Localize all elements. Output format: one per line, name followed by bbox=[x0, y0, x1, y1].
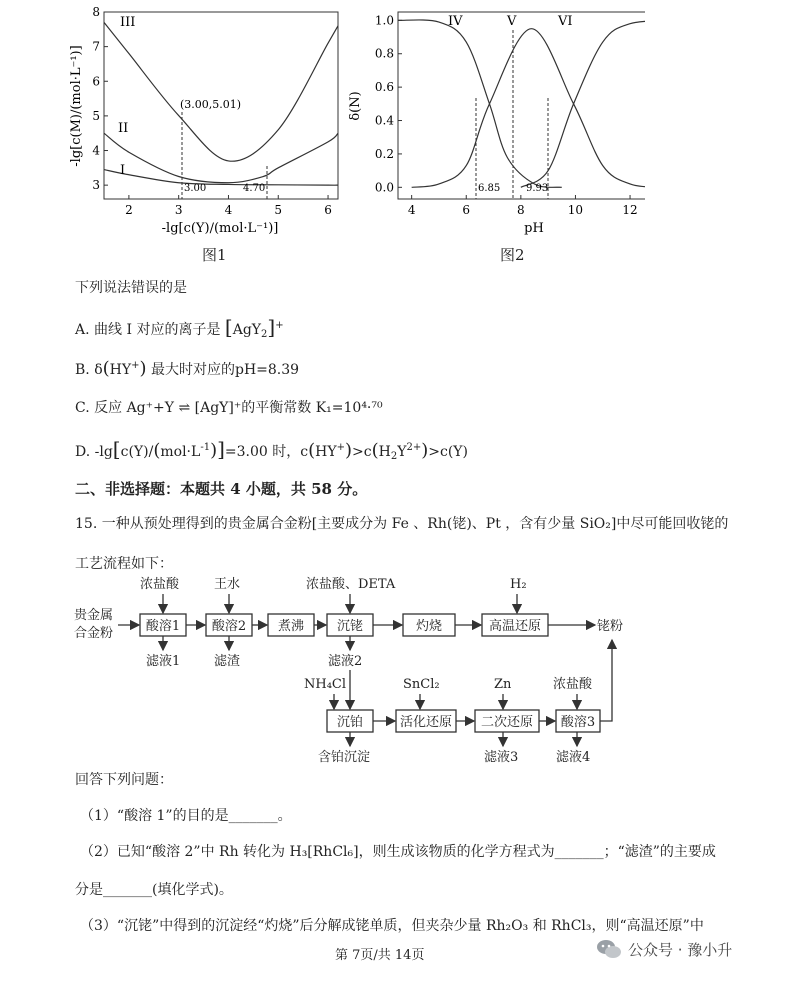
fig2-xtick-label: 6 bbox=[462, 203, 471, 217]
fig1-xtick-label: 6 bbox=[324, 203, 332, 217]
fig1-label-II: II bbox=[118, 121, 129, 136]
fig2-ticks bbox=[375, 13, 638, 217]
fig2-label-VI: VI bbox=[558, 14, 573, 29]
fig1-xlabel: -lg[c(Y)/(mol·L⁻¹)] bbox=[161, 221, 279, 236]
box-pt-precip-label: 沉铂 bbox=[336, 715, 364, 730]
box-sr-label: 二次还原 bbox=[480, 715, 534, 730]
fig1-ytick-label: 8 bbox=[92, 5, 100, 19]
section-heading: 二、非选择题：本题共 4 小题，共 58 分。 bbox=[75, 480, 368, 498]
fig2-ytick-label: 0.8 bbox=[374, 46, 394, 61]
fig2-xtick-label: 12 bbox=[622, 203, 638, 217]
wechat-icon bbox=[596, 938, 622, 960]
figure-2-chart bbox=[345, 0, 645, 245]
box-htr-label: 高温还原 bbox=[488, 619, 542, 634]
box-ar-label: 活化还原 bbox=[399, 715, 453, 730]
fig2-curves bbox=[398, 20, 645, 187]
fig1-xtick-label: 5 bbox=[274, 203, 283, 217]
flow-input-1: 贵金属 bbox=[74, 608, 114, 623]
fig1-ytick-label: 4 bbox=[92, 143, 100, 158]
fig2-plot-frame bbox=[398, 12, 645, 199]
box-acid-1-label: 酸溶1 bbox=[145, 619, 181, 634]
option-c: C. 反应 Ag⁺+Y ⇌ [AgY]⁺的平衡常数 K₁=10⁴·⁷⁰ bbox=[75, 400, 383, 416]
fig2-ytick-label: 1.0 bbox=[374, 13, 394, 28]
option-d-suffix: >c(Y) bbox=[428, 444, 468, 460]
flow-product: 铑粉 bbox=[597, 619, 624, 634]
box-acid-2-label: 酸溶2 bbox=[211, 619, 247, 634]
reagent-h2: H₂ bbox=[510, 577, 527, 592]
fig1-ytick-label: 5 bbox=[92, 108, 100, 123]
figure-1-chart bbox=[0, 0, 400, 245]
q15-line1: 15. 一种从预处理得到的贵金属合金粉[主要成分为 Fe 、Rh(铑)、Pt ，含有少量 SiO₂]中尽可能回收铑的 bbox=[75, 516, 729, 532]
output-filtrate-1: 滤液1 bbox=[146, 654, 181, 669]
fig2-xlabel: pH bbox=[524, 221, 544, 236]
question-stem: 下列说法错误的是 bbox=[75, 280, 187, 296]
answer-q2a: （2）已知“酸溶 2”中 Rh 转化为 H₃[RhCl₆]，则生成该物质的化学方程式为_______；“滤渣”的主要成 bbox=[80, 844, 716, 860]
fig2-curve-VI bbox=[521, 20, 645, 187]
watermark-text: 公众号 · 豫小升 bbox=[628, 940, 733, 959]
reagent-aqua-regia: 王水 bbox=[214, 577, 241, 592]
reagent-nh4cl: NH₄Cl bbox=[304, 677, 347, 692]
answer-q1: （1）“酸溶 1”的目的是_______。 bbox=[80, 808, 292, 824]
fig1-ytick-label: 7 bbox=[92, 39, 100, 54]
fig1-xtick-label: 4 bbox=[224, 203, 233, 217]
output-filtrate-3: 滤液3 bbox=[484, 750, 519, 765]
fig1-xtick-label: 2 bbox=[125, 203, 133, 217]
fig2-ylabel: δ(N) bbox=[348, 91, 363, 121]
fig1-caption: 图1 bbox=[202, 246, 227, 264]
fig1-mark-b: 4.70 bbox=[243, 183, 266, 194]
page-number: 第 7页/共 14页 bbox=[335, 948, 425, 963]
fig1-point-label: (3.00,5.01) bbox=[180, 98, 242, 111]
fig2-caption: 图2 bbox=[500, 246, 525, 264]
option-d-prefix: D. -lg bbox=[75, 444, 113, 460]
fig1-xtick-label: 3 bbox=[174, 203, 183, 217]
fig2-ytick-label: 0.6 bbox=[374, 80, 394, 95]
answer-q3: （3）“沉铑”中得到的沉淀经“灼烧”后分解成铑单质，但夹杂少量 Rh₂O₃ 和 RhCl₃，则“高温还原”中 bbox=[80, 918, 704, 934]
answer-q2b: 分是_______(填化学式)。 bbox=[75, 882, 233, 898]
reagent-zn: Zn bbox=[494, 677, 512, 692]
fig2-label-IV: IV bbox=[448, 14, 463, 29]
box-rh-precip-label: 沉铑 bbox=[336, 619, 364, 634]
process-flowchart bbox=[0, 570, 800, 770]
reagent-hcl-deta: 浓盐酸、DETA bbox=[306, 577, 396, 592]
fig2-xtick-label: 8 bbox=[517, 203, 525, 217]
reagent-hcl-3: 浓盐酸 bbox=[553, 677, 593, 692]
fig2-curve-V bbox=[412, 29, 645, 188]
fig2-curve-IV bbox=[398, 20, 562, 187]
output-pt-precipitate: 含铂沉淀 bbox=[318, 750, 371, 765]
fig1-label-I: I bbox=[120, 163, 126, 178]
answers-intro: 回答下列问题： bbox=[75, 772, 173, 788]
reagent-hcl-1: 浓盐酸 bbox=[140, 577, 180, 592]
output-residue: 滤渣 bbox=[214, 654, 241, 669]
fig1-ytick-label: 6 bbox=[92, 74, 100, 89]
fig2-xtick-label: 10 bbox=[567, 203, 584, 217]
option-b-prefix: B. δ bbox=[75, 362, 103, 378]
fig2-xtick-label: 4 bbox=[407, 203, 416, 217]
flow-input-2: 合金粉 bbox=[74, 626, 114, 641]
fig2-mark-b: 9.93 bbox=[526, 183, 549, 194]
fig1-label-III: III bbox=[120, 15, 136, 30]
box-calcine-label: 灼烧 bbox=[415, 619, 443, 634]
box-boil-label: 煮沸 bbox=[277, 619, 305, 634]
fig2-ytick-label: 0.0 bbox=[374, 180, 394, 195]
option-d: D. $-\lg[c(Y)/(mol\cdot L^{-1})]=3.00$ 时，$c(HY^+)>c(H_2Y^{2+})>c(Y)$ bbox=[75, 437, 468, 462]
box-acid-3-label: 酸溶3 bbox=[560, 715, 596, 730]
fig1-mark-a: 3.00 bbox=[184, 183, 207, 194]
fig2-ytick-label: 0.2 bbox=[374, 146, 394, 161]
fig1-ylabel: -lg[c(M)/(mol·L⁻¹)] bbox=[69, 45, 84, 167]
fig2-ytick-label: 0.4 bbox=[374, 113, 394, 128]
option-a: A. 曲线 I 对应的离子是 [AgY$_2$]+ bbox=[75, 315, 284, 340]
reagent-sncl2: SnCl₂ bbox=[403, 677, 440, 692]
option-a-text: A. 曲线 I 对应的离子是 bbox=[75, 322, 221, 338]
fig1-curve-III bbox=[104, 22, 338, 161]
fig2-mark-a: 6.85 bbox=[478, 183, 501, 194]
option-d-mid: =3.00 时， bbox=[224, 444, 301, 460]
output-filtrate-4: 滤液4 bbox=[556, 750, 591, 765]
watermark bbox=[596, 938, 732, 960]
q15-line2: 工艺流程如下： bbox=[75, 556, 173, 572]
output-filtrate-2: 滤液2 bbox=[328, 654, 363, 669]
fig1-ytick-label: 3 bbox=[92, 178, 100, 193]
option-b-suffix: 最大时对应的pH=8.39 bbox=[150, 362, 300, 378]
fig2-label-V: V bbox=[507, 14, 517, 29]
option-b: B. δ(HY+) 最大时对应的pH=8.39 bbox=[75, 358, 300, 379]
